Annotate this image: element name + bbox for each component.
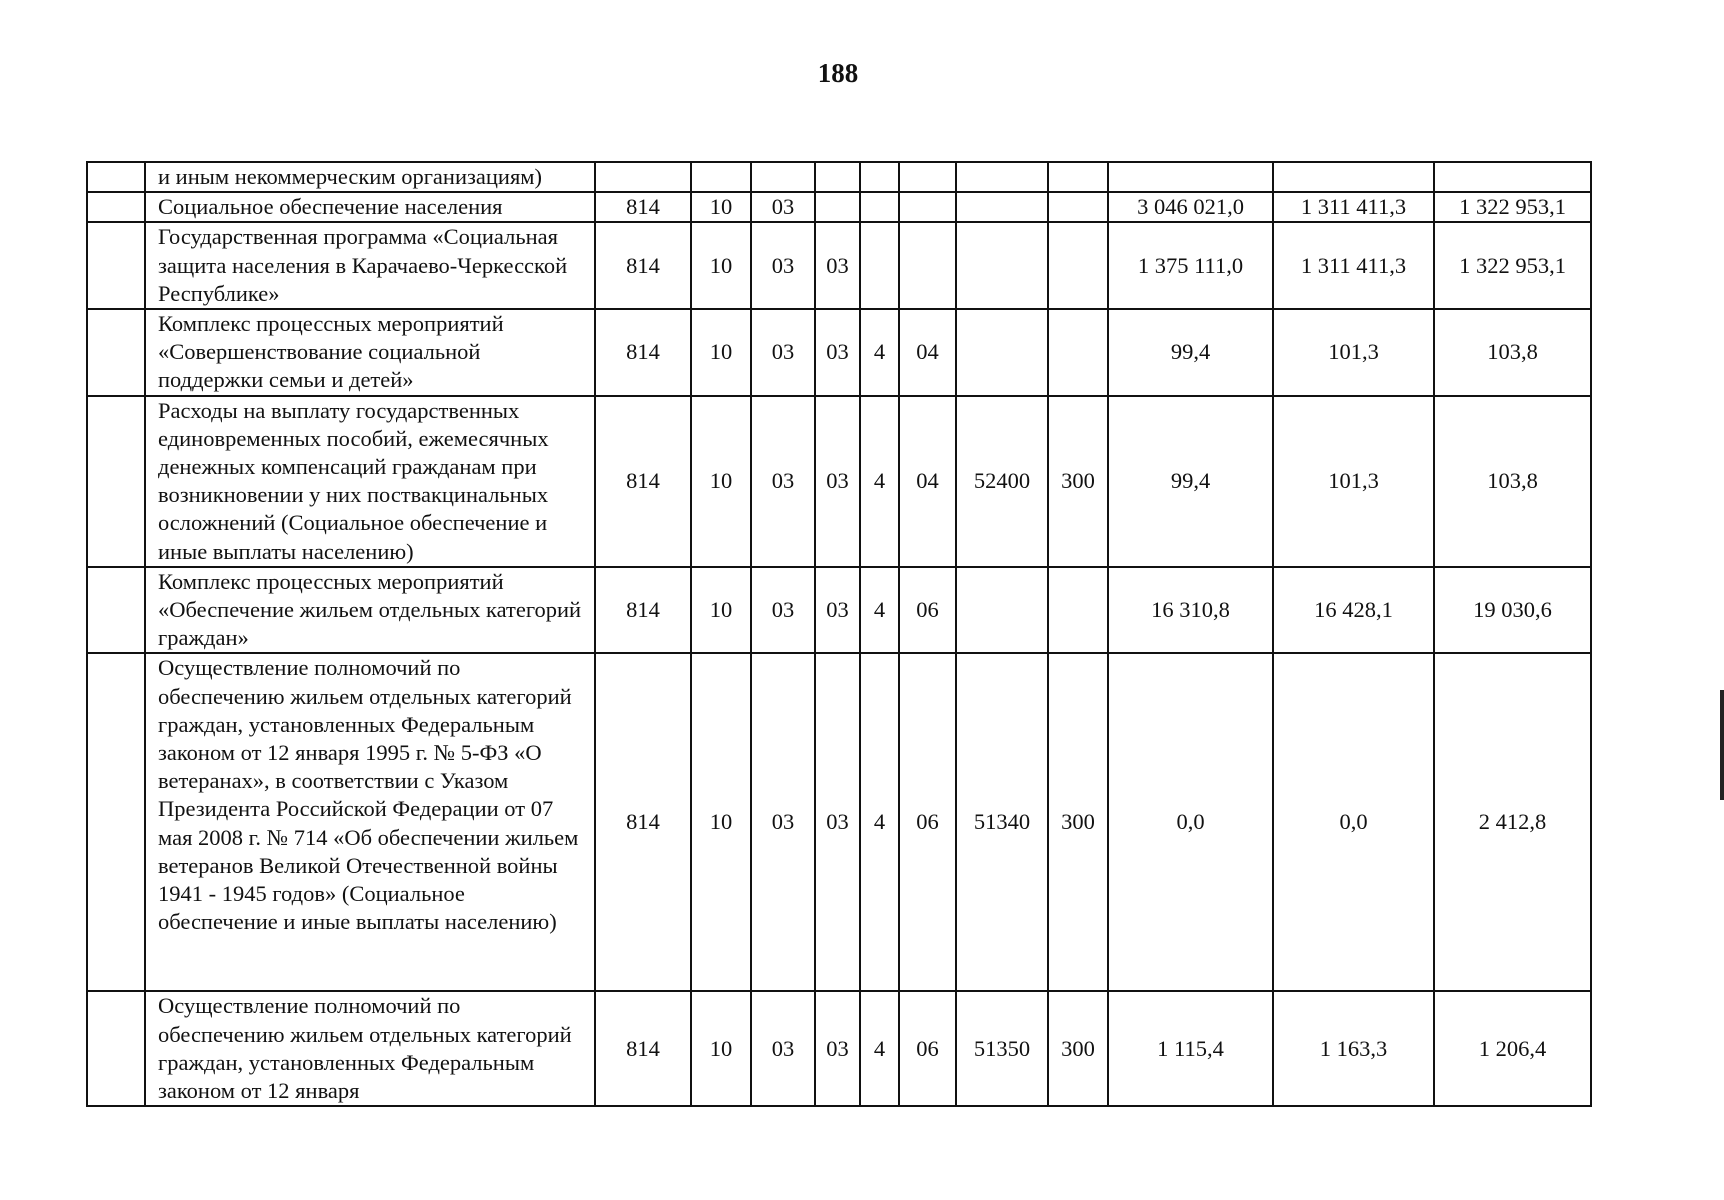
table-row: [87, 991, 1591, 1106]
code-cell-c6: [899, 222, 956, 309]
code-cell-c2: 10: [691, 991, 751, 1106]
code-cell-c1: 814: [595, 192, 691, 222]
item-name-cell: Государственная программа «Социальная защита населения в Карачаево-Черкесской Республике»: [145, 222, 595, 309]
table-row: [87, 653, 1591, 991]
code-cell-c3: [751, 162, 815, 192]
code-cell-y1: 99,4: [1108, 309, 1273, 396]
code-cell-y2: 0,0: [1273, 653, 1434, 991]
code-cell-c5: [860, 222, 899, 309]
code-cell-y2: 16 428,1: [1273, 567, 1434, 654]
code-cell-c6: 04: [899, 396, 956, 567]
code-cell-c8: [1048, 222, 1108, 309]
row-number-cell: [87, 309, 145, 396]
row-number-cell: [87, 567, 145, 654]
code-cell-c5: [860, 162, 899, 192]
code-cell-c3: 03: [751, 309, 815, 396]
code-cell-c1: 814: [595, 653, 691, 991]
code-cell-y3: [1434, 162, 1591, 192]
row-number-cell: [87, 222, 145, 309]
code-cell-c6: 04: [899, 309, 956, 396]
code-cell-c4: 03: [815, 222, 860, 309]
item-name-cell: Расходы на выплату государственных единовременных пособий, ежемесячных денежных компенсаций гражданам при возникновении у них поствакцинальных осложнений (Социальное обеспечение и иные выплаты населению): [145, 396, 595, 567]
code-cell-c7: 51350: [956, 991, 1048, 1106]
code-cell-c5: 4: [860, 653, 899, 991]
code-cell-c2: 10: [691, 653, 751, 991]
code-cell-y3: 2 412,8: [1434, 653, 1591, 991]
code-cell-c6: [899, 162, 956, 192]
code-cell-y3: 103,8: [1434, 396, 1591, 567]
code-cell-c5: 4: [860, 309, 899, 396]
code-cell-y2: 1 311 411,3: [1273, 222, 1434, 309]
code-cell-c2: 10: [691, 396, 751, 567]
table-row: [87, 162, 1591, 192]
code-cell-c5: 4: [860, 567, 899, 654]
code-cell-c1: 814: [595, 991, 691, 1106]
code-cell-c8: 300: [1048, 653, 1108, 991]
code-cell-y3: 1 322 953,1: [1434, 222, 1591, 309]
code-cell-y3: 1 322 953,1: [1434, 192, 1591, 222]
code-cell-c7: [956, 192, 1048, 222]
table-body: [87, 162, 1591, 1106]
code-cell-c4: [815, 162, 860, 192]
code-cell-c6: 06: [899, 567, 956, 654]
row-number-cell: [87, 991, 145, 1106]
item-name-cell: и иным некоммерческим организациям): [145, 162, 595, 192]
code-cell-y3: 103,8: [1434, 309, 1591, 396]
code-cell-c5: [860, 192, 899, 222]
code-cell-c8: [1048, 309, 1108, 396]
code-cell-c8: [1048, 192, 1108, 222]
code-cell-c7: 52400: [956, 396, 1048, 567]
table-row: [87, 309, 1591, 396]
code-cell-c4: 03: [815, 396, 860, 567]
item-name-cell: Осуществление полномочий по обеспечению жильем отдельных категорий граждан, установленных Федеральным законом от 12 января: [145, 991, 595, 1106]
row-number-cell: [87, 396, 145, 567]
budget-table: [86, 161, 1592, 1107]
code-cell-c3: 03: [751, 192, 815, 222]
code-cell-c1: 814: [595, 396, 691, 567]
code-cell-c8: 300: [1048, 396, 1108, 567]
code-cell-c4: 03: [815, 991, 860, 1106]
code-cell-c5: 4: [860, 396, 899, 567]
code-cell-c2: [691, 162, 751, 192]
code-cell-c1: 814: [595, 309, 691, 396]
code-cell-y2: [1273, 162, 1434, 192]
row-number-cell: [87, 192, 145, 222]
code-cell-c6: 06: [899, 991, 956, 1106]
table-row: [87, 396, 1591, 567]
code-cell-c3: 03: [751, 222, 815, 309]
row-number-cell: [87, 162, 145, 192]
code-cell-c1: 814: [595, 222, 691, 309]
item-name-cell: Комплекс процессных мероприятий «Совершенствование социальной поддержки семьи и детей»: [145, 309, 595, 396]
code-cell-y2: 1 311 411,3: [1273, 192, 1434, 222]
code-cell-y2: 1 163,3: [1273, 991, 1434, 1106]
item-name-cell: Комплекс процессных мероприятий «Обеспечение жильем отдельных категорий граждан»: [145, 567, 595, 654]
code-cell-c4: 03: [815, 653, 860, 991]
code-cell-c1: [595, 162, 691, 192]
code-cell-c2: 10: [691, 222, 751, 309]
code-cell-y1: 99,4: [1108, 396, 1273, 567]
code-cell-c4: 03: [815, 567, 860, 654]
item-name-cell: Осуществление полномочий по обеспечению жильем отдельных категорий граждан, установленных Федеральным законом от 12 января 1995 г. № 5-ФЗ «О ветеранах», в соответствии с Указом Президента Российской Федерации от 07 мая 2008 г. № 714 «Об обеспечении жильем ветеранов Великой Отечественной войны 1941 - 1945 годов» (Социальное обеспечение и иные выплаты населению): [145, 653, 595, 991]
code-cell-c3: 03: [751, 653, 815, 991]
code-cell-c7: 51340: [956, 653, 1048, 991]
code-cell-c2: 10: [691, 192, 751, 222]
code-cell-c4: [815, 192, 860, 222]
page-number: 188: [817, 58, 859, 88]
row-number-cell: [87, 653, 145, 991]
code-cell-c6: 06: [899, 653, 956, 991]
code-cell-c7: [956, 162, 1048, 192]
code-cell-c7: [956, 222, 1048, 309]
table-row: [87, 192, 1591, 222]
code-cell-y1: 3 046 021,0: [1108, 192, 1273, 222]
code-cell-y1: 16 310,8: [1108, 567, 1273, 654]
code-cell-c8: [1048, 567, 1108, 654]
code-cell-c4: 03: [815, 309, 860, 396]
item-name-cell: Социальное обеспечение населения: [145, 192, 595, 222]
code-cell-c2: 10: [691, 309, 751, 396]
scan-edge-mark: [1720, 690, 1724, 800]
code-cell-y2: 101,3: [1273, 309, 1434, 396]
code-cell-c3: 03: [751, 567, 815, 654]
code-cell-c7: [956, 309, 1048, 396]
code-cell-y1: 1 375 111,0: [1108, 222, 1273, 309]
code-cell-c8: 300: [1048, 991, 1108, 1106]
code-cell-y1: 1 115,4: [1108, 991, 1273, 1106]
code-cell-c1: 814: [595, 567, 691, 654]
code-cell-c6: [899, 192, 956, 222]
code-cell-y2: 101,3: [1273, 396, 1434, 567]
code-cell-y3: 1 206,4: [1434, 991, 1591, 1106]
code-cell-y1: [1108, 162, 1273, 192]
code-cell-c2: 10: [691, 567, 751, 654]
code-cell-c3: 03: [751, 396, 815, 567]
code-cell-c3: 03: [751, 991, 815, 1106]
code-cell-y1: 0,0: [1108, 653, 1273, 991]
table-row: [87, 222, 1591, 309]
table-row: [87, 567, 1591, 654]
code-cell-c7: [956, 567, 1048, 654]
code-cell-y3: 19 030,6: [1434, 567, 1591, 654]
code-cell-c8: [1048, 162, 1108, 192]
code-cell-c5: 4: [860, 991, 899, 1106]
